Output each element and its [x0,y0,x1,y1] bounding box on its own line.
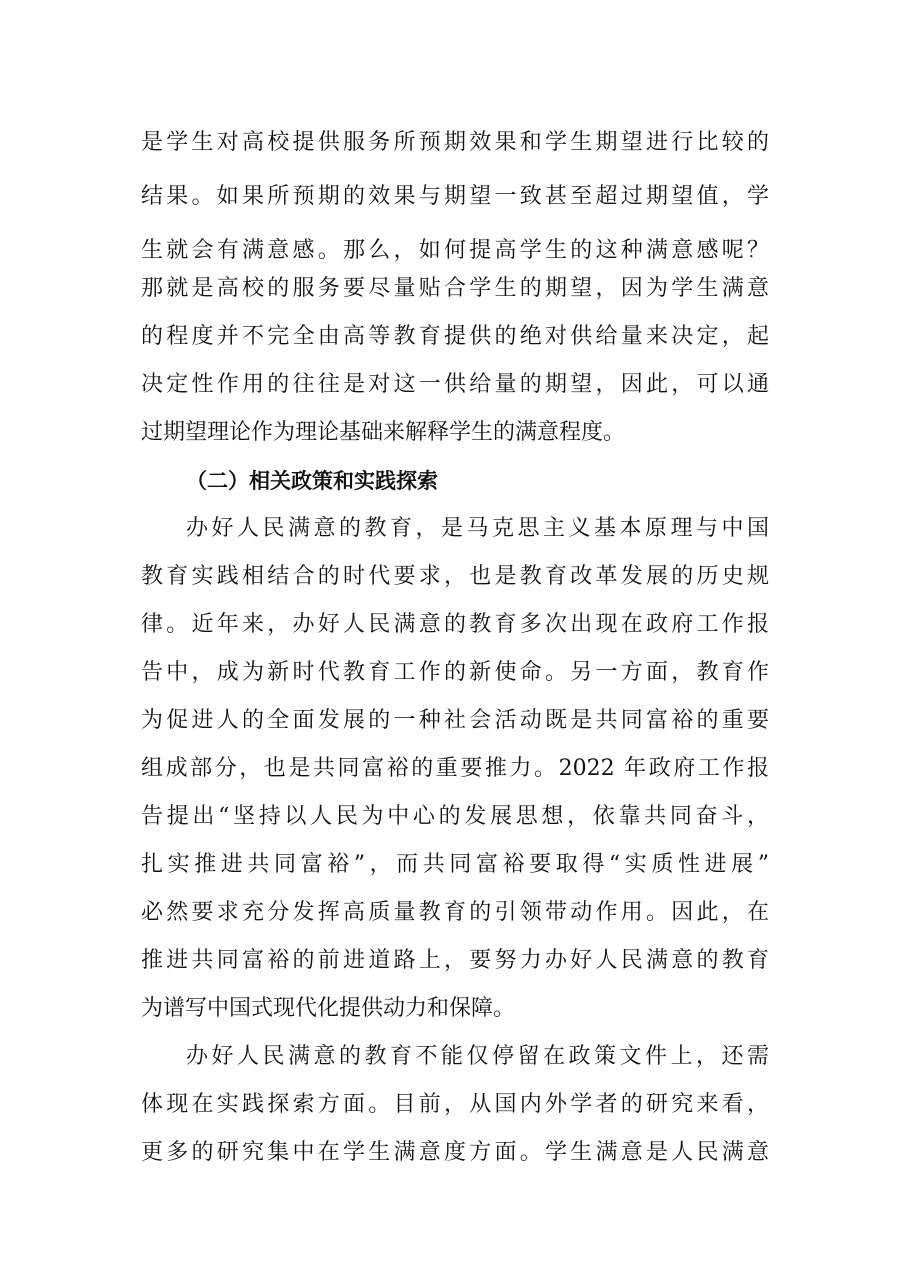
paragraph-2-line-8: 扎实推进共同富裕”，而共同富裕要取得“实质性进展” [141,852,769,877]
paragraph-2-line-6: 组成部分，也是共同富裕的重要推力。2022 年政府工作报 [141,756,769,781]
paragraph-1-line-3: 生就会有满意感。那么，如何提高学生的这种满意感呢？ [141,238,769,263]
paragraph-2-line-1: 办好人民满意的教育，是马克思主义基本原理与中国 [186,516,769,541]
paragraph-3-line-3: 更多的研究集中在学生满意度方面。学生满意是人民满意 [141,1140,769,1165]
paragraph-2-line-10: 推进共同富裕的前进道路上，要努力办好人民满意的教育 [141,948,769,973]
paragraph-2-line-5: 为促进人的全面发展的一种社会活动既是共同富裕的重要 [141,708,769,733]
paragraph-2-line-11: 为谱写中国式现代化提供动力和保障。 [141,996,516,1021]
paragraph-1-line-6: 决定性作用的往往是对这一供给量的期望，因此，可以通 [141,372,769,397]
paragraph-1-line-4: 那就是高校的服务要尽量贴合学生的期望，因为学生满意 [141,276,769,301]
paragraph-3-line-2: 体现在实践探索方面。目前，从国内外学者的研究来看， [141,1092,769,1117]
paragraph-1-line-7: 过期望理论作为理论基础来解释学生的满意程度。 [141,420,626,445]
paragraph-1-line-1: 是学生对高校提供服务所预期效果和学生期望进行比较的 [141,130,769,155]
paragraph-1-line-5: 的程度并不完全由高等教育提供的绝对供给量来决定，起 [141,324,769,349]
paragraph-2-line-4: 告中，成为新时代教育工作的新使命。另一方面，教育作 [141,660,769,685]
paragraph-2-line-3: 律。近年来，办好人民满意的教育多次出现在政府工作报 [141,612,769,637]
paragraph-2-line-7: 告提出“坚持以人民为中心的发展思想，依靠共同奋斗， [141,804,769,829]
paragraph-2-line-9: 必然要求充分发挥高质量教育的引领带动作用。因此，在 [141,900,769,925]
section-heading: （二）相关政策和实践探索 [186,469,438,493]
paragraph-2-line-2: 教育实践相结合的时代要求，也是教育改革发展的历史规 [141,564,769,589]
paragraph-1-line-2: 结果。如果所预期的效果与期望一致甚至超过期望值，学 [141,184,769,209]
paragraph-3-line-1: 办好人民满意的教育不能仅停留在政策文件上，还需 [186,1044,769,1069]
